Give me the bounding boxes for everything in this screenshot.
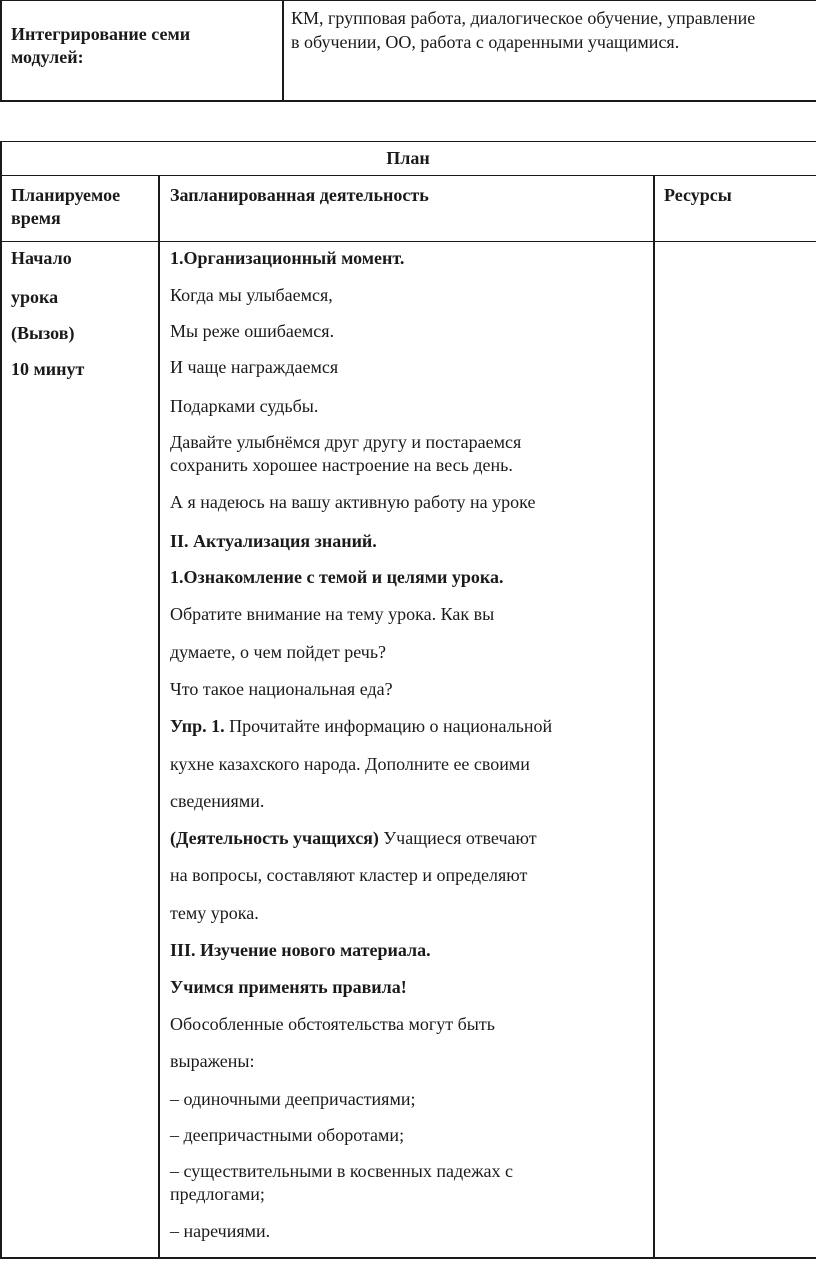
activity-line [170,790,264,812]
integration-value-line1: КМ, групповая работа, диалогическое обучение, управление [291,8,756,28]
activity-line [170,356,338,378]
time-cell-line: 10 минут [11,359,85,379]
plan-table-border-top [0,141,816,142]
activity-line-text: – деепричастными оборотами; [170,1125,405,1145]
plan-title: План [386,148,430,168]
activity-line [170,1088,415,1110]
activity-line [170,678,393,700]
activity-line [170,1050,255,1072]
activity-line-text: сведениями. [170,791,265,811]
activity-line-text: Подарками судьбы. [170,396,319,416]
activity-line [170,753,530,775]
activity-line-bold: Упр. 1. [170,716,225,736]
plan-table-title-divider [0,175,816,176]
activity-line-bold: 1.Организационный момент. [170,248,405,268]
header-activity: Запланированная деятельность [170,185,429,205]
activity-line-text: А я надеюсь на вашу активную работу на уроке [170,492,536,512]
activity-line [170,641,386,663]
activity-line-text: Прочитайте информацию о национальной [224,716,553,736]
time-cell-line: (Вызов) [11,323,75,343]
header-resources: Ресурсы [664,185,732,205]
top-table-border-top [0,0,816,1]
activity-line-bold: Учимся применять правила! [170,977,407,997]
header-time-line2: время [11,208,61,228]
activity-line [170,603,494,625]
activity-line [170,902,259,924]
activity-line [170,864,527,886]
activity-line-text: Обособленные обстоятельства могут быть [170,1014,495,1034]
activity-line-text: сохранить хорошее настроение на весь день. [170,455,513,475]
activity-line [170,1160,513,1182]
plan-table-border-bottom [0,1257,816,1259]
activity-line-text: выражены: [170,1051,255,1071]
activity-line [170,566,504,588]
activity-line-text: – наречиями. [170,1221,271,1241]
activity-line [170,247,404,269]
activity-line [170,715,552,737]
activity-line [170,1124,404,1146]
activity-line [170,976,407,998]
activity-line [170,284,333,306]
activity-line-bold: III. Изучение нового материала. [170,940,431,960]
activity-line-text: – одиночными деепричастиями; [170,1089,416,1109]
activity-line [170,1013,495,1035]
top-table-border-bottom [0,100,816,102]
activity-line [170,491,535,513]
activity-line-text: думаете, о чем пойдет речь? [170,642,387,662]
time-cell-line: урока [11,287,59,307]
plan-table-border-left [0,141,2,1259]
header-time-line1: Планируемое [11,185,121,205]
activity-line [170,1183,265,1205]
integration-value-line2: в обучении, ОО, работа с одаренными учащимися. [291,32,680,52]
activity-line-text: Когда мы улыбаемся, [170,285,333,305]
integration-label-line2: модулей: [11,47,84,67]
integration-label-line1: Интегрирование семи [11,24,191,44]
activity-line-text: И чаще награждаемся [170,357,339,377]
activity-line-text: кухне казахского народа. Дополните ее своими [170,754,530,774]
activity-line-text: Учащиеся отвечают [378,828,537,848]
plan-table-col-divider-1 [158,176,160,1259]
activity-line-bold: 1.Ознакомление с темой и целями урока. [170,567,504,587]
activity-line-bold: (Деятельность учащихся) [170,828,379,848]
activity-line-bold: II. Актуализация знаний. [170,531,377,551]
top-table-divider [282,0,284,102]
activity-line [170,530,377,552]
top-table-border-left [0,0,2,102]
activity-line-text: предлогами; [170,1184,265,1204]
activity-line [170,395,318,417]
activity-line [170,431,521,453]
activity-line-text: Мы реже ошибаемся. [170,321,335,341]
activity-line-text: на вопросы, составляют кластер и определяют [170,865,528,885]
plan-table-col-divider-2 [653,176,655,1259]
activity-line-text: тему урока. [170,903,259,923]
activity-line [170,939,431,961]
time-cell-line: Начало [11,248,72,268]
activity-line [170,320,334,342]
activity-line-text: Давайте улыбнёмся друг другу и постараемся [170,432,522,452]
activity-line [170,1220,270,1242]
activity-line-text: Обратите внимание на тему урока. Как вы [170,604,495,624]
activity-line [170,827,537,849]
plan-table-header-divider [0,241,816,242]
activity-line-text: Что такое национальная еда? [170,679,393,699]
activity-line-text: – существительными в косвенных падежах с [170,1161,514,1181]
activity-line [170,454,513,476]
